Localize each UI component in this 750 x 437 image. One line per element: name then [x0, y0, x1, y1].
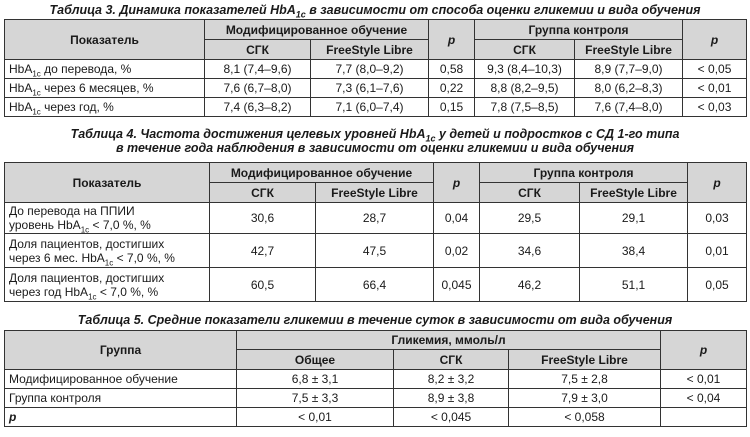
cell: 7,3 (6,1–7,6) — [311, 79, 429, 98]
cell: < 0,04 — [661, 389, 747, 408]
cell: 29,5 — [480, 203, 580, 234]
cell: 30,6 — [210, 203, 316, 234]
table3 — [4, 19, 747, 117]
cell: 7,9 ± 3,0 — [509, 389, 661, 408]
cell: 0,01 — [688, 234, 747, 268]
row-label: HbA$_{1c}$ через 6 месяцев, % — [5, 79, 205, 98]
table4-header-sgk-2: СГК — [480, 183, 580, 203]
table4-header-libre: FreeStyle Libre — [316, 183, 434, 203]
table4-header-p1: p — [434, 163, 480, 203]
cell: 7,1 (6,0–7,4) — [311, 98, 429, 117]
table5 — [4, 330, 747, 427]
table4-header-libre-2: FreeStyle Libre — [580, 183, 688, 203]
cell — [661, 408, 747, 427]
cell: 7,8 (7,5–8,5) — [475, 98, 575, 117]
table-row — [5, 234, 747, 268]
table5-header-p: p — [661, 331, 747, 370]
cell: 7,6 (7,4–8,0) — [575, 98, 683, 117]
cell: 38,4 — [580, 234, 688, 268]
row-label: Группа контроля — [5, 389, 237, 408]
row-label: HbA$_{1c}$ через год, % — [5, 98, 205, 117]
cell: < 0,01 — [237, 408, 394, 427]
cell: 34,6 — [480, 234, 580, 268]
table3-header-libre-2: FreeStyle Libre — [575, 40, 683, 60]
table3-header-p1: p — [429, 20, 475, 60]
row-label: HbA$_{1c}$ до перевода, % — [5, 60, 205, 79]
cell: 66,4 — [316, 268, 434, 302]
cell: 47,5 — [316, 234, 434, 268]
cell: 0,15 — [429, 98, 475, 117]
table3-header-libre: FreeStyle Libre — [311, 40, 429, 60]
cell: < 0,01 — [683, 79, 747, 98]
table5-header-libre: FreeStyle Libre — [509, 350, 661, 370]
table4 — [4, 162, 747, 302]
cell: 8,1 (7,4–9,6) — [205, 60, 311, 79]
row-label: Доля пациентов, достигших через 6 мес. HbA$_{1c}$ < 7,0 %, % — [5, 234, 210, 268]
row-label: Доля пациентов, достигших через год HbA$_{1c}$ < 7,0 %, % — [5, 268, 210, 302]
table3-header-sgk-2: СГК — [475, 40, 575, 60]
cell: 8,2 ± 3,2 — [394, 370, 509, 389]
row-label: До перевода на ППИИ уровень HbA$_{1c}$ < 7,0 %, % — [5, 203, 210, 234]
cell: 29,1 — [580, 203, 688, 234]
table4-header-control: Группа контроля — [480, 163, 688, 183]
cell: 42,7 — [210, 234, 316, 268]
table-row — [5, 370, 747, 389]
table3-header-modified: Модифицированное обучение — [205, 20, 429, 40]
table3-header-sgk: СГК — [205, 40, 311, 60]
cell: 6,8 ± 3,1 — [237, 370, 394, 389]
table-row — [5, 408, 747, 427]
table4-header-indicator: Показатель — [5, 163, 210, 203]
table3-header-indicator: Показатель — [5, 20, 205, 60]
cell: 8,9 ± 3,8 — [394, 389, 509, 408]
cell: 7,5 ± 3,3 — [237, 389, 394, 408]
table5-header-total: Общее — [237, 350, 394, 370]
cell: < 0,058 — [509, 408, 661, 427]
table5-header-glycemia: Гликемия, ммоль/л — [237, 331, 661, 350]
table5-header-group: Группа — [5, 331, 237, 370]
cell: 0,02 — [434, 234, 480, 268]
cell: 9,3 (8,4–10,3) — [475, 60, 575, 79]
table-row — [5, 389, 747, 408]
table-row — [5, 203, 747, 234]
table-row — [5, 79, 747, 98]
table4-header-sgk: СГК — [210, 183, 316, 203]
table4-header-modified: Модифицированное обучение — [210, 163, 434, 183]
table-row — [5, 98, 747, 117]
cell: < 0,01 — [661, 370, 747, 389]
cell: 7,7 (8,0–9,2) — [311, 60, 429, 79]
table3-header-p2: p — [683, 20, 747, 60]
cell: 0,05 — [688, 268, 747, 302]
row-label: Модифицированное обучение — [5, 370, 237, 389]
row-label: p — [5, 408, 237, 427]
cell: 8,9 (7,7–9,0) — [575, 60, 683, 79]
table-row — [5, 60, 747, 79]
cell: 28,7 — [316, 203, 434, 234]
cell: < 0,03 — [683, 98, 747, 117]
cell: 60,5 — [210, 268, 316, 302]
table5-caption: Таблица 5. Средние показатели гликемии в течение суток в зависимости от вида обучения — [77, 313, 673, 327]
cell: 8,8 (8,2–9,5) — [475, 79, 575, 98]
cell: 46,2 — [480, 268, 580, 302]
cell: 7,5 ± 2,8 — [509, 370, 661, 389]
table4-caption: Таблица 4. Частота достижения целевых уровней HbA$_{1c}$ у детей и подростков с СД 1-го типа в течение года наблюдения в зависимости от оценки гликемии и вида обучения — [70, 127, 680, 155]
cell: 0,22 — [429, 79, 475, 98]
table-row — [5, 268, 747, 302]
table5-header-sgk: СГК — [394, 350, 509, 370]
cell: 0,04 — [434, 203, 480, 234]
cell: 0,58 — [429, 60, 475, 79]
cell: 8,0 (6,2–8,3) — [575, 79, 683, 98]
cell: < 0,045 — [394, 408, 509, 427]
cell: < 0,05 — [683, 60, 747, 79]
cell: 51,1 — [580, 268, 688, 302]
cell: 0,045 — [434, 268, 480, 302]
table3-caption: Таблица 3. Динамика показателей HbA$_{1c}$ в зависимости от способа оценки гликемии и вида обучения — [49, 3, 701, 20]
cell: 7,4 (6,3–8,2) — [205, 98, 311, 117]
table4-header-p2: p — [688, 163, 747, 203]
cell: 0,03 — [688, 203, 747, 234]
table3-header-control: Группа контроля — [475, 20, 683, 40]
cell: 7,6 (6,7–8,0) — [205, 79, 311, 98]
